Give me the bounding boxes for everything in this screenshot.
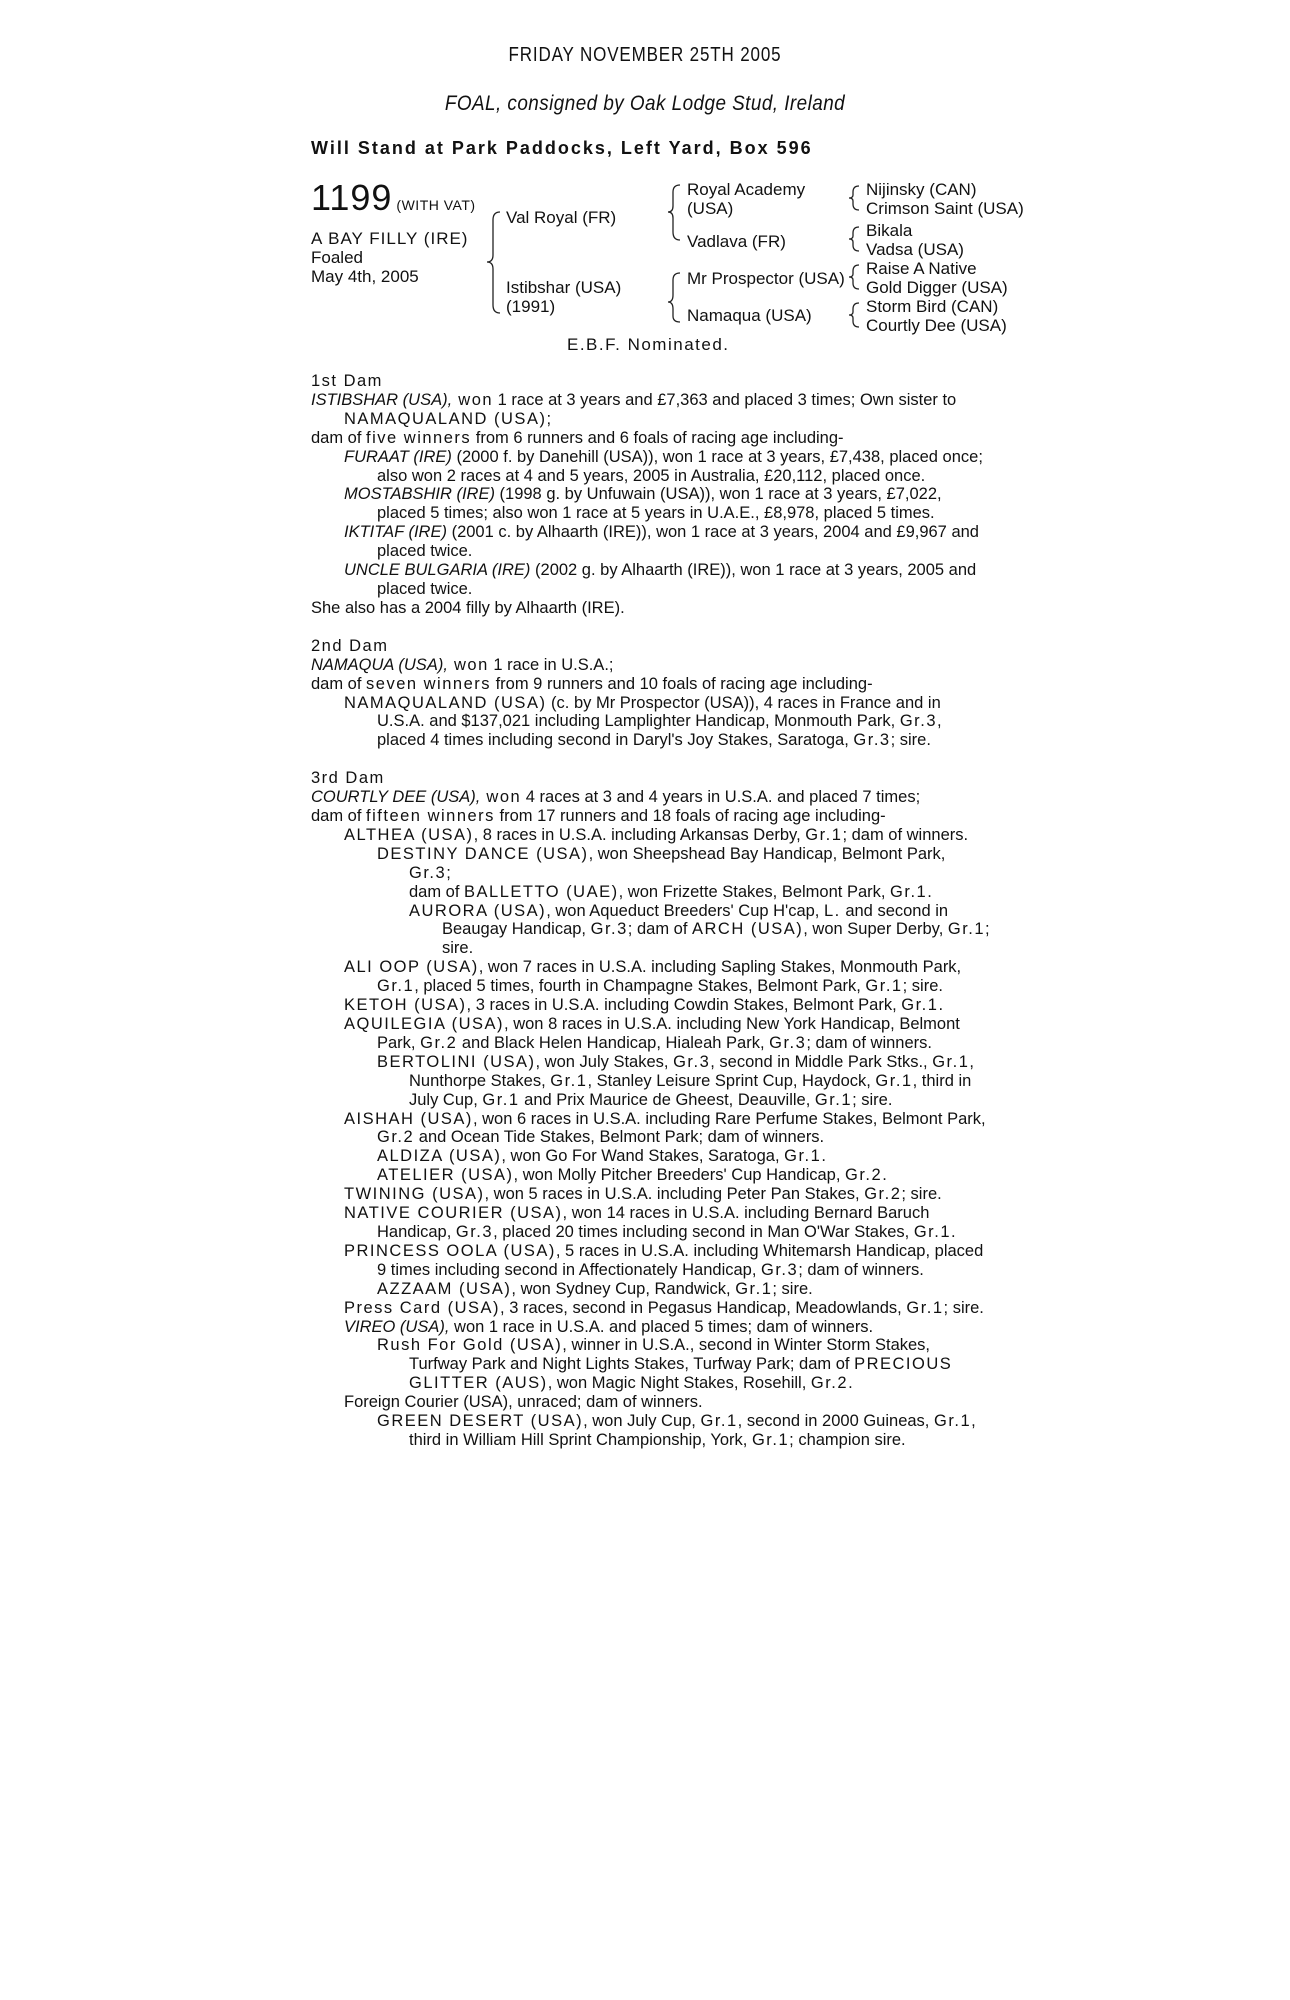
horse-record: , third in William Hill Sprint Championship, York,	[409, 1412, 976, 1449]
horse-record: , won July Stakes,	[535, 1052, 674, 1071]
grade: Gr.1	[700, 1412, 738, 1431]
horse-record: .	[848, 1374, 853, 1393]
produce-aishah	[311, 1110, 991, 1148]
produce-mostabshir	[311, 485, 991, 523]
grade: Gr.1	[377, 977, 415, 996]
intro-rest: from 9 runners and 10 foals of racing age including-	[491, 674, 873, 693]
horse-name: ALDIZA (USA)	[377, 1147, 502, 1166]
pedigree-sire-sire-country: (USA)	[687, 199, 734, 218]
horse-record: , won 8 races in U.S.A. including New York Handicap, Belmont Park,	[377, 1015, 960, 1052]
grade: Gr.1	[901, 996, 939, 1015]
horse-name: ALTHEA (USA)	[344, 825, 474, 844]
horse-record: ; sire.	[902, 977, 943, 996]
intro-rest: from 17 runners and 18 foals of racing age including-	[494, 807, 886, 826]
winners-count: seven winners	[366, 674, 492, 693]
horse-name: AISHAH (USA)	[344, 1109, 473, 1128]
produce-record	[311, 372, 991, 1450]
grade: Gr.1	[735, 1279, 773, 1298]
produce-press-card	[311, 1299, 991, 1318]
horse-record: (2002 g. by Alhaarth (IRE)), won 1 race at 3 years, 2005 and placed twice.	[377, 561, 977, 598]
grade: Gr.3	[590, 920, 628, 939]
third-dam-summary	[311, 788, 991, 807]
horse-record: , placed 20 times including second in Man O'War Stakes,	[493, 1222, 914, 1241]
horse-name: AQUILEGIA (USA)	[344, 1015, 505, 1033]
winners-count: fifteen winners	[366, 807, 495, 826]
grade: Gr.1	[906, 1298, 944, 1317]
horse-record: , won Sydney Cup, Randwick,	[511, 1279, 736, 1298]
second-dam-produce-intro	[311, 675, 991, 694]
won-text: won	[452, 390, 494, 409]
produce-aquilegia	[311, 1015, 991, 1053]
horse-record: , Nunthorpe Stakes,	[409, 1052, 974, 1090]
produce-azzaam	[311, 1280, 991, 1299]
horse-record: , won 14 races in U.S.A. including Bernard Baruch Handicap,	[377, 1204, 930, 1241]
horse-record: , placed 4 times including second in Daryl's Joy Stakes, Saratoga,	[377, 712, 942, 750]
horse-record: (2001 c. by Alhaarth (IRE)), won 1 race at 3 years, 2004 and £9,967 and placed twice.	[377, 523, 979, 561]
intro-text: dam of	[311, 674, 367, 693]
pedigree-ggs-8: Courtly Dee (USA)	[866, 316, 1007, 335]
horse-record: , won Sheepshead Bay Handicap, Belmont Park,	[588, 844, 946, 863]
horse-record: , won Super Derby,	[803, 920, 948, 939]
grade: Gr.1	[890, 882, 928, 901]
produce-althea	[311, 826, 991, 845]
grade: Gr.1	[932, 1052, 970, 1071]
horse-record: ; sire.	[943, 1298, 984, 1317]
horse-name: AURORA (USA)	[409, 901, 547, 920]
horse-record: , 5 races in U.S.A. including Whitemarsh Handicap, placed 9 times including second in Affectionately Handicap,	[377, 1241, 984, 1279]
horse-record: (2000 f. by Danehill (USA)), won 1 race at 3 years, £7,438, placed once; also won 2 races at 4 and 5 years, 2005 in Australia, £20,112, placed once.	[377, 447, 983, 485]
grade: Gr.2	[845, 1166, 883, 1185]
horse-record: .	[821, 1147, 826, 1166]
pedigree-dam-dam: Namaqua (USA)	[687, 306, 812, 325]
produce-rush-for-gold	[311, 1336, 991, 1393]
produce-iktitaf	[311, 523, 991, 561]
dam-name: COURTLY DEE (USA),	[311, 788, 481, 807]
summary-text: 1 race in U.S.A.;	[488, 655, 614, 674]
horse-name: UNCLE BULGARIA (IRE)	[344, 561, 531, 580]
horse-record: ; sire.	[852, 1090, 893, 1109]
horse-record: , won 6 races in U.S.A. including Rare Perfume Stakes, Belmont Park,	[472, 1109, 986, 1128]
horse-name: Rush For Gold (USA)	[377, 1336, 563, 1355]
produce-destiny-dance-foal	[311, 883, 991, 902]
horse-record: and second in Beaugay Handicap,	[442, 901, 949, 939]
horse-record: , won Aqueduct Breeders' Cup H'cap,	[546, 901, 824, 920]
first-dam-produce-intro	[311, 429, 991, 448]
horse-record: , second in 2000 Guineas,	[737, 1412, 934, 1431]
sibling-name: NAMAQUALAND (USA)	[344, 409, 547, 428]
horse-record: , third in July Cup,	[409, 1071, 972, 1109]
foaled-date: May 4th, 2005	[311, 267, 419, 286]
dam-name: NAMAQUA (USA),	[311, 655, 448, 674]
produce-native-courier	[311, 1204, 991, 1242]
intro-rest: from 6 runners and 6 foals of racing age including-	[471, 428, 844, 447]
sale-date: FRIDAY NOVEMBER 25TH 2005	[508, 44, 782, 66]
grade: Gr.1	[913, 1222, 952, 1241]
horse-record: , won Molly Pitcher Breeders' Cup Handicap,	[513, 1166, 846, 1185]
horse-name: BERTOLINI (USA)	[377, 1052, 536, 1071]
horse-name: PRINCESS OOLA (USA)	[344, 1241, 556, 1260]
third-dam-heading: 3rd Dam	[311, 769, 385, 788]
horse-record: , 3 races in U.S.A. including Cowdin Stakes, Belmont Park,	[466, 996, 902, 1015]
grade: Gr.1	[751, 1430, 790, 1449]
consignment-line: FOAL, consigned by Oak Lodge Stud, Ireland	[444, 92, 846, 115]
produce-bertolini	[311, 1053, 991, 1110]
grade: Gr.1	[805, 825, 843, 844]
grade: Gr.1	[550, 1071, 588, 1090]
won-text: won	[480, 788, 522, 807]
ebf-nominated: E.B.F. Nominated.	[567, 335, 730, 354]
grade: Gr.3	[769, 1033, 807, 1052]
grade: Gr.1	[933, 1412, 972, 1431]
pedigree-ggs-4: Vadsa (USA)	[866, 240, 964, 259]
pedigree-dam-year: (1991)	[506, 297, 556, 316]
horse-record: , Stanley Leisure Sprint Cup, Haydock,	[587, 1071, 876, 1090]
won-text: won	[447, 655, 489, 674]
grade: Gr.3	[409, 863, 447, 882]
horse-record: ; dam of winners.	[806, 1033, 932, 1052]
second-dam-summary	[311, 656, 991, 675]
horse-record: ; sire.	[901, 1185, 942, 1204]
first-dam-summary	[311, 391, 991, 429]
pedigree-ggs-3: Bikala	[866, 221, 913, 240]
produce-uncle-bulgaria	[311, 561, 991, 599]
horse-record: .	[938, 996, 944, 1015]
horse-record: ; dam of winners.	[842, 825, 969, 844]
horse-record: .	[882, 1166, 887, 1185]
first-dam-heading: 1st Dam	[311, 372, 383, 390]
grade: Gr.1	[947, 920, 986, 939]
grade: Gr.1	[875, 1071, 913, 1090]
horse-record: ; champion sire.	[789, 1430, 906, 1449]
grade: Gr.1	[814, 1090, 853, 1109]
pedigree-ggs-7: Storm Bird (CAN)	[866, 297, 999, 316]
horse-record: .	[951, 1222, 956, 1241]
second-dam-heading: 2nd Dam	[311, 636, 389, 655]
grade: Gr.3	[899, 712, 937, 731]
produce-ali-oop	[311, 958, 991, 996]
horse-record: , 3 races, second in Pegasus Handicap, Meadowlands,	[500, 1298, 907, 1317]
horse-record: , placed 5 times, fourth in Champagne Stakes, Belmont Park,	[414, 977, 866, 996]
horse-name: AZZAAM (USA)	[377, 1279, 512, 1298]
grade: Gr.3	[761, 1260, 799, 1279]
produce-foreign-courier: Foreign Courier (USA), unraced; dam of winners.	[344, 1393, 703, 1412]
horse-name: TWINING (USA)	[344, 1185, 485, 1204]
horse-record: , 8 races in U.S.A. including Arkansas Derby,	[473, 825, 806, 844]
grade: Gr.3	[853, 731, 891, 750]
horse-record: won 1 race in U.S.A. and placed 5 times; dam of winners.	[449, 1317, 874, 1336]
horse-name: DESTINY DANCE (USA)	[377, 844, 589, 863]
grade: Gr.2	[420, 1033, 458, 1052]
horse-record: ;	[446, 863, 451, 882]
grade: Gr.1	[784, 1147, 822, 1166]
produce-ketoh	[311, 996, 991, 1015]
horse-name: PRECIOUS GLITTER (AUS)	[409, 1355, 953, 1393]
grade: Gr.3	[455, 1222, 494, 1241]
horse-name: GREEN DESERT (USA)	[377, 1412, 584, 1431]
pedigree-sire-dam: Vadlava (FR)	[687, 232, 786, 251]
horse-record: , won Magic Night Stakes, Rosehill,	[547, 1374, 811, 1393]
horse-record: ; sire.	[890, 731, 931, 750]
horse-record: , won Frizette Stakes, Belmont Park,	[618, 882, 891, 901]
horse-name: MOSTABSHIR (IRE)	[344, 485, 495, 504]
horse-record: , won July Cup,	[583, 1412, 701, 1431]
horse-record: , won 7 races in U.S.A. including Sapling Stakes, Monmouth Park,	[478, 958, 962, 977]
pedigree-dam-sire: Mr Prospector (USA)	[687, 269, 845, 288]
vat-note: (WITH VAT)	[396, 197, 476, 213]
horse-record: (1998 g. by Unfuwain (USA)), won 1 race at 3 years, £7,022, placed 5 times; also won 1 race at 5 years in U.A.E., £8,978, placed 5 times.	[377, 485, 942, 523]
first-dam-note: She also has a 2004 filly by Alhaarth (IRE).	[311, 598, 625, 617]
intro-text: dam of	[311, 428, 367, 447]
horse-name: Press Card (USA)	[344, 1298, 501, 1317]
horse-name: IKTITAF (IRE)	[344, 523, 447, 542]
horse-name: VIREO (USA),	[344, 1317, 450, 1336]
pedigree-ggs-5: Raise A Native	[866, 259, 977, 278]
grade: Gr.1	[865, 977, 903, 996]
horse-record: dam of	[409, 882, 465, 901]
grade: Gr.1	[482, 1090, 520, 1109]
lot-number: 1199	[311, 177, 393, 218]
horse-record: ; dam of winners.	[798, 1260, 924, 1279]
grade: Gr.3	[673, 1052, 711, 1071]
summary-text: 4 races at 3 and 4 years in U.S.A. and placed 7 times;	[521, 788, 921, 807]
lot-number-block	[311, 177, 476, 223]
produce-aurora	[311, 902, 991, 959]
horse-record: , second in Middle Park Stks.,	[710, 1052, 933, 1071]
produce-destiny-dance	[311, 845, 991, 883]
horse-record: ; sire.	[772, 1279, 813, 1298]
grade: L.	[823, 901, 841, 920]
produce-namaqualand	[311, 694, 991, 751]
pedigree-ggs-1: Nijinsky (CAN)	[866, 180, 977, 199]
lot-description: A BAY FILLY (IRE)	[311, 229, 469, 248]
horse-record: and Prix Maurice de Gheest, Deauville,	[519, 1090, 815, 1109]
produce-twining	[311, 1185, 991, 1204]
horse-record: .	[927, 882, 932, 901]
pedigree-ggs-2: Crimson Saint (USA)	[866, 199, 1024, 218]
grade: Gr.2	[377, 1128, 415, 1147]
produce-princess-oola	[311, 1242, 991, 1280]
horse-record: and Black Helen Handicap, Hialeah Park,	[457, 1033, 770, 1052]
stand-location: Will Stand at Park Paddocks, Left Yard, Box 596	[311, 138, 813, 158]
intro-text: dam of	[311, 807, 367, 826]
punct: ;	[546, 409, 552, 428]
horse-record: , won 5 races in U.S.A. including Peter Pan Stakes,	[484, 1185, 865, 1204]
produce-furaat	[311, 448, 991, 486]
horse-name: ALI OOP (USA)	[344, 958, 479, 977]
pedigree-dam-name: Istibshar (USA)	[506, 278, 622, 297]
horse-record: , won Go For Wand Stakes, Saratoga,	[501, 1147, 785, 1166]
horse-record: , winner in U.S.A., second in Winter Storm Stakes, Turfway Park and Night Lights Stakes, Turfway Park; dam of	[409, 1336, 931, 1374]
horse-name: ARCH (USA)	[692, 920, 804, 939]
horse-name: ATELIER (USA)	[377, 1166, 514, 1185]
produce-vireo	[311, 1318, 991, 1337]
grade: Gr.2	[810, 1374, 849, 1393]
third-dam-produce-intro	[311, 807, 991, 826]
winners-count: five winners	[366, 428, 472, 447]
foaled-label: Foaled	[311, 248, 363, 267]
horse-record: ; sire.	[442, 920, 990, 958]
produce-aldiza	[311, 1147, 991, 1166]
pedigree-sire: Val Royal (FR)	[506, 208, 617, 227]
horse-name: FURAAT (IRE)	[344, 447, 452, 466]
horse-name: NAMAQUALAND (USA)	[344, 693, 547, 712]
horse-record: (c. by Mr Prospector (USA)), 4 races in France and in U.S.A. and $137,021 including Lamplighter Handicap, Monmouth Park,	[377, 693, 941, 731]
pedigree-ggs-6: Gold Digger (USA)	[866, 278, 1008, 297]
horse-name: NATIVE COURIER (USA)	[344, 1204, 563, 1223]
pedigree-sire-sire: Royal Academy	[687, 180, 806, 199]
horse-name: BALLETTO (UAE)	[464, 882, 619, 901]
dam-name: ISTIBSHAR (USA),	[311, 390, 453, 409]
produce-green-desert	[311, 1412, 991, 1450]
produce-atelier	[311, 1166, 991, 1185]
horse-name: KETOH (USA)	[344, 996, 467, 1015]
horse-record: ; dam of	[627, 920, 692, 939]
summary-text: 1 race at 3 years and £7,363 and placed 3 times; Own sister to	[493, 390, 957, 409]
horse-record: and Ocean Tide Stakes, Belmont Park; dam of winners.	[414, 1128, 825, 1147]
grade: Gr.2	[864, 1185, 902, 1204]
